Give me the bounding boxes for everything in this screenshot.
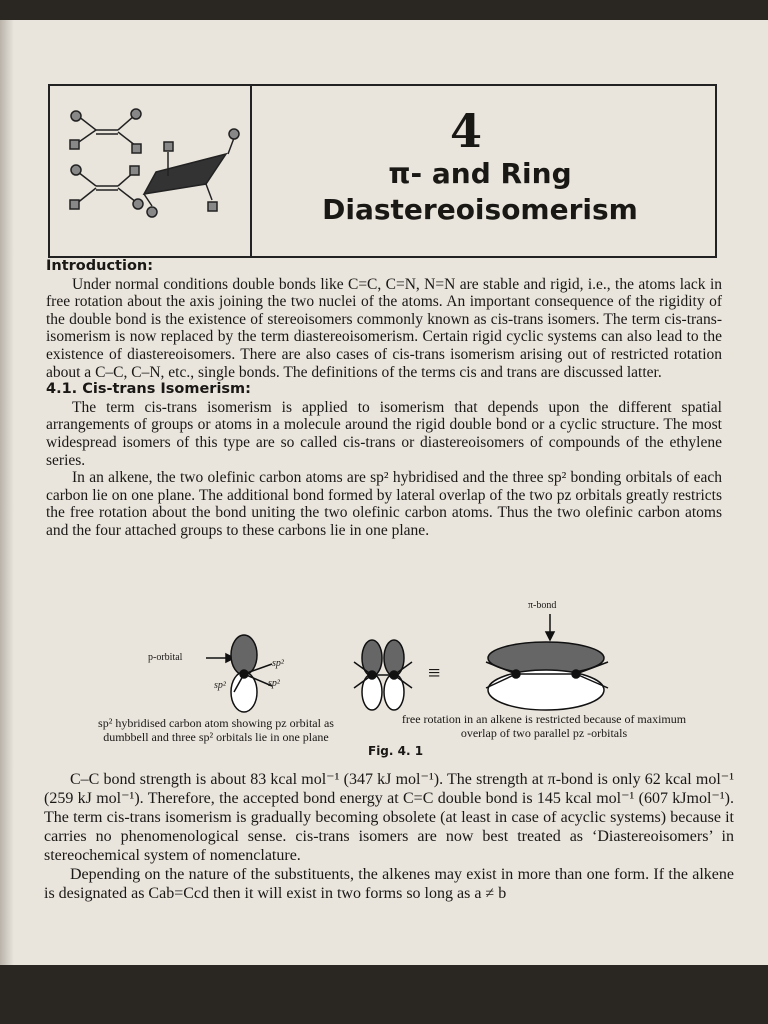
caption-right: free rotation in an alkene is restricted because of maximum overlap of two parallel pz -orbitals [401,712,687,740]
sp2-label-left: sp² [214,680,226,691]
lower-paragraph-2: Depending on the nature of the substituents, the alkenes may exist in more than one form. If the alkene is designated as Cab=Ccd then it will exist in two forms so long as a ≠ b [44,866,734,902]
caption-left: sp² hybridised carbon atom showing pz orbital as dumbbell and three sp² orbitals lie in one plane [98,716,334,744]
p-orbital-label: p-orbital [148,652,183,663]
molecule-illustration [56,94,246,244]
equivalence-symbol: ≡ [428,660,441,685]
lower-paragraph-1: C–C bond strength is about 83 kcal mol⁻¹ (347 kJ mol⁻¹). The strength at π-bond is only 62 kcal mol⁻¹ (259 kJ mol⁻¹). Therefore, the accepted bond energy at C=C double bond is 145 kcal mol⁻¹ (607 kJmol⁻¹). The term cis-trans isomerism is gradually becoming obsolete (at least in case of acyclic systems) because it carries no phenomenological sense. cis-trans isomers are now best treated as ‘Diastereoisomers’ in stereochemical system of nomenclature. [44,771,734,864]
header-divider [250,86,252,256]
bottom-shadow [0,965,768,1024]
sp2-label-right: sp² [268,678,280,689]
intro-heading: Introduction: [46,258,154,274]
figure-number: Fig. 4. 1 [368,744,424,758]
intro-paragraph: Under normal conditions double bonds like C=C, C=N, N=N are stable and rigid, i.e., the atoms lack in free rotation about the axis joining the two nuclei of the atoms. An important consequence of the rigidity of the double bond is the existence of stereoisomers commonly known as cis-trans isomers. The term cis-trans-isomerism is now replaced by the term diastereoisomerism. Certain rigid cyclic systems can also lead to the existence of diastereoisomers. There are also cases of cis-trans isomerism arising out of restricted rotation about a C–C, C–N, etc., single bonds. The definitions of the terms cis and trans are discussed latter. [46,275,722,381]
intro-block [46,258,722,540]
pi-bond-label: π-bond [528,600,557,611]
section-paragraph-1: The term cis-trans isomerism is applied to isomerism that depends upon the different spatial arrangements of groups or atoms in a molecule around the rigid double bond or a cyclic structure. The most widespread isomers of this type are so called cis-trans or diastereoisomers of compounds of the ethylene series. [46,398,722,469]
section-paragraph-2: In an alkene, the two olefinic carbon atoms are sp² hybridised and the three sp² bonding orbitals of each carbon lie on one plane. The additional bond formed by lateral overlap of the two pz orbitals greatly restricts the free rotation about the bond uniting the two olefinic carbon atoms. Thus the two olefinic carbon atoms and the four attached groups to these carbons lie in one plane. [46,469,722,539]
chapter-title-line1: π- and Ring [388,157,572,190]
lower-text-block [44,770,734,903]
section-heading: 4.1. Cis-trans Isomerism: [46,381,251,398]
sp2-label-top: sp² [272,658,284,669]
chapter-title-line2: Diastereoisomerism [322,193,638,226]
chapter-number: 4 [450,104,483,158]
page-gutter-shadow [0,20,14,965]
figure-4-1 [76,600,716,760]
chapter-title [300,156,660,228]
